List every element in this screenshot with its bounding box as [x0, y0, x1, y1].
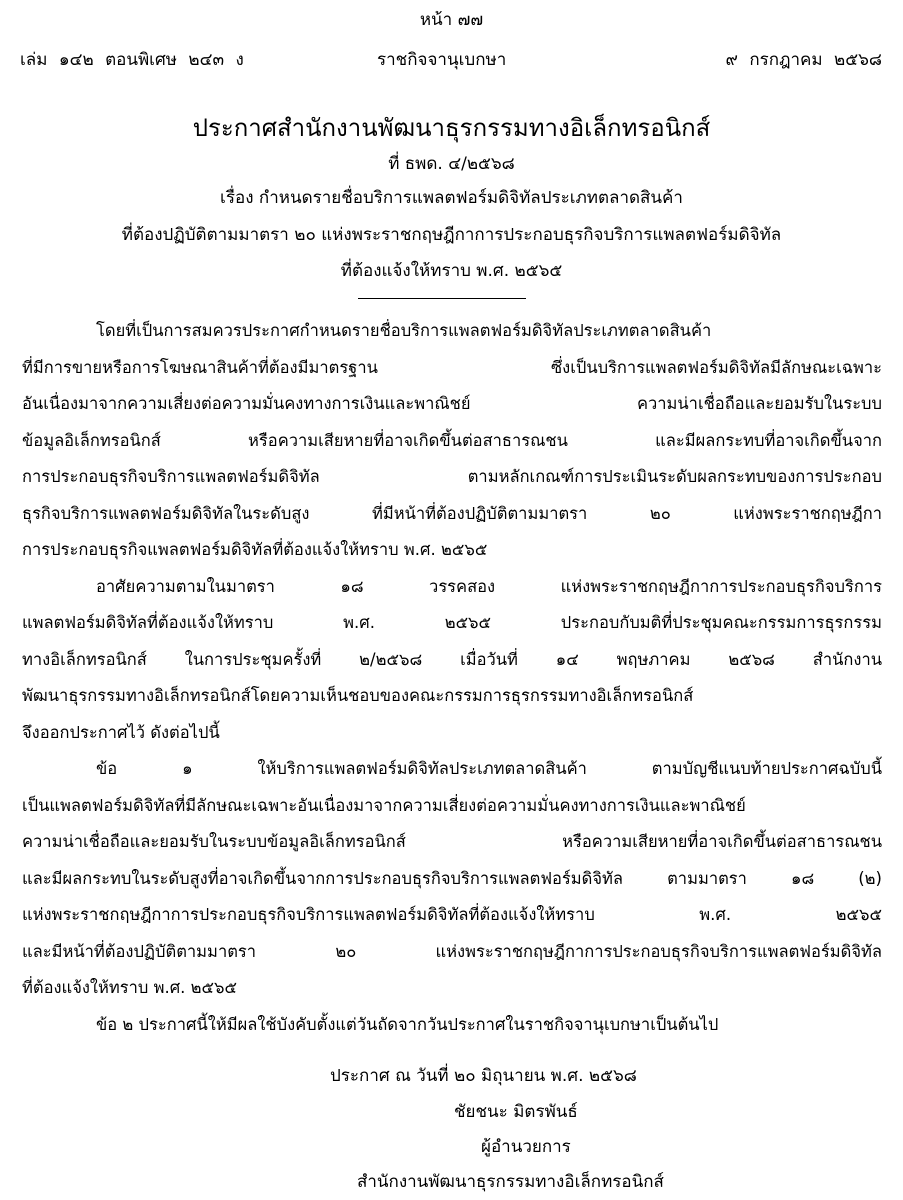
announcement-date: ประกาศ ณ วันที่ ๒๐ มิถุนายน พ.ศ. ๒๕๖๘ — [330, 1066, 637, 1086]
gazette-name: ราชกิจจานุเบกษา — [377, 50, 507, 70]
clause-1-line: ที่ต้องแจ้งให้ทราบ พ.ศ. ๒๕๖๕ — [22, 978, 237, 997]
publication-date: ๙ กรกฎาคม ๒๕๖๘ — [725, 50, 882, 70]
title-divider — [358, 298, 526, 299]
paragraph-line: ข้อมูลอิเล็กทรอนิกส์ หรือความเสียหายที่อาจเกิดขึ้นต่อสาธารณชน และมีผลกระทบที่อาจเกิดขึ้นจาก — [22, 431, 882, 450]
signatory-position: ผู้อำนวยการ — [481, 1137, 571, 1157]
paragraph-line: แพลตฟอร์มดิจิทัลที่ต้องแจ้งให้ทราบ พ.ศ. ๒๕๖๕ ประกอบกับมติที่ประชุมคณะกรรมการธุรกรรม — [22, 613, 882, 632]
subject-line: ที่ต้องแจ้งให้ทราบ พ.ศ. ๒๕๖๕ — [340, 261, 563, 281]
paragraph-line: อาศัยความตามในมาตรา ๑๘ วรรคสอง แห่งพระราชกฤษฎีกาการประกอบธุรกิจบริการ — [96, 577, 882, 596]
clause-1-line: และมีผลกระทบในระดับสูงที่อาจเกิดขึ้นจากการประกอบธุรกิจบริการแพลตฟอร์มดิจิทัล ตามมาตรา ๑๘ (๒) — [22, 869, 882, 888]
paragraph-line: อันเนื่องมาจากความเสี่ยงต่อความมั่นคงทางการเงินและพาณิชย์ ความน่าเชื่อถือและยอมรับในระบบ — [22, 394, 882, 413]
clause-1-line: แห่งพระราชกฤษฎีกาการประกอบธุรกิจบริการแพลตฟอร์มดิจิทัลที่ต้องแจ้งให้ทราบ พ.ศ. ๒๕๖๕ — [22, 905, 882, 924]
clause-2-line: ข้อ ๒ ประกาศนี้ให้มีผลใช้บังคับตั้งแต่วันถัดจากวันประกาศในราชกิจจานุเบกษาเป็นต้นไป — [96, 1015, 719, 1034]
clause-1-line: เป็นแพลตฟอร์มดิจิทัลที่มีลักษณะเฉพาะอันเนื่องมาจากความเสี่ยงต่อความมั่นคงทางการเงินและพาณิชย์ — [22, 796, 746, 815]
paragraph-line: การประกอบธุรกิจบริการแพลตฟอร์มดิจิทัล ตามหลักเกณฑ์การประเมินระดับผลกระทบของการประกอบ — [22, 467, 882, 486]
paragraph-line: ธุรกิจบริการแพลตฟอร์มดิจิทัลในระดับสูง ที่มีหน้าที่ต้องปฏิบัติตามมาตรา ๒๐ แห่งพระราชกฤษฎีกา — [22, 504, 882, 523]
clause-1-line: ข้อ ๑ ให้บริการแพลตฟอร์มดิจิทัลประเภทตลาดสินค้า ตามบัญชีแนบท้ายประกาศฉบับนี้ — [96, 759, 882, 778]
subject-line: ที่ต้องปฏิบัติตามมาตรา ๒๐ แห่งพระราชกฤษฎีกาการประกอบธุรกิจบริการแพลตฟอร์มดิจิทัล — [121, 225, 782, 245]
signatory-name: ชัยชนะ มิตรพันธ์ — [454, 1102, 578, 1122]
paragraph-line: จึงออกประกาศไว้ ดังต่อไปนี้ — [22, 723, 220, 742]
clause-1-line: ความน่าเชื่อถือและยอมรับในระบบข้อมูลอิเล็กทรอนิกส์ หรือความเสียหายที่อาจเกิดขึ้นต่อสาธารณชน — [22, 832, 882, 851]
subject-line: เรื่อง กำหนดรายชื่อบริการแพลตฟอร์มดิจิทัลประเภทตลาดสินค้า — [220, 188, 683, 208]
announcement-title: ประกาศสำนักงานพัฒนาธุรกรรมทางอิเล็กทรอนิกส์ — [192, 114, 711, 142]
paragraph-line: ที่มีการขายหรือการโฆษณาสินค้าที่ต้องมีมาตรฐาน ซึ่งเป็นบริการแพลตฟอร์มดิจิทัลมีลักษณะเฉพาะ — [22, 358, 882, 377]
paragraph-line: ทางอิเล็กทรอนิกส์ ในการประชุมครั้งที่ ๒/๒๕๖๘ เมื่อวันที่ ๑๔ พฤษภาคม ๒๕๖๘ สำนักงาน — [22, 650, 882, 669]
paragraph-line: พัฒนาธุรกรรมทางอิเล็กทรอนิกส์โดยความเห็นชอบของคณะกรรมการธุรกรรมทางอิเล็กทรอนิกส์ — [22, 686, 694, 705]
paragraph-line: โดยที่เป็นการสมควรประกาศกำหนดรายชื่อบริการแพลตฟอร์มดิจิทัลประเภทตลาดสินค้า — [96, 321, 712, 340]
paragraph-line: การประกอบธุรกิจแพลตฟอร์มดิจิทัลที่ต้องแจ้งให้ทราบ พ.ศ. ๒๕๖๕ — [22, 540, 488, 559]
page-number: หน้า ๗๗ — [419, 10, 484, 30]
gazette-header — [20, 46, 882, 74]
clause-1-line: และมีหน้าที่ต้องปฏิบัติตามมาตรา ๒๐ แห่งพระราชกฤษฎีกาการประกอบธุรกิจบริการแพลตฟอร์มดิจิทัล — [22, 942, 882, 961]
announcement-number: ที่ ธพด. ๔/๒๕๖๘ — [388, 154, 515, 174]
signatory-office: สำนักงานพัฒนาธุรกรรมทางอิเล็กทรอนิกส์ — [357, 1172, 664, 1192]
volume-issue: เล่ม ๑๔๒ ตอนพิเศษ ๒๔๓ ง — [20, 50, 244, 70]
